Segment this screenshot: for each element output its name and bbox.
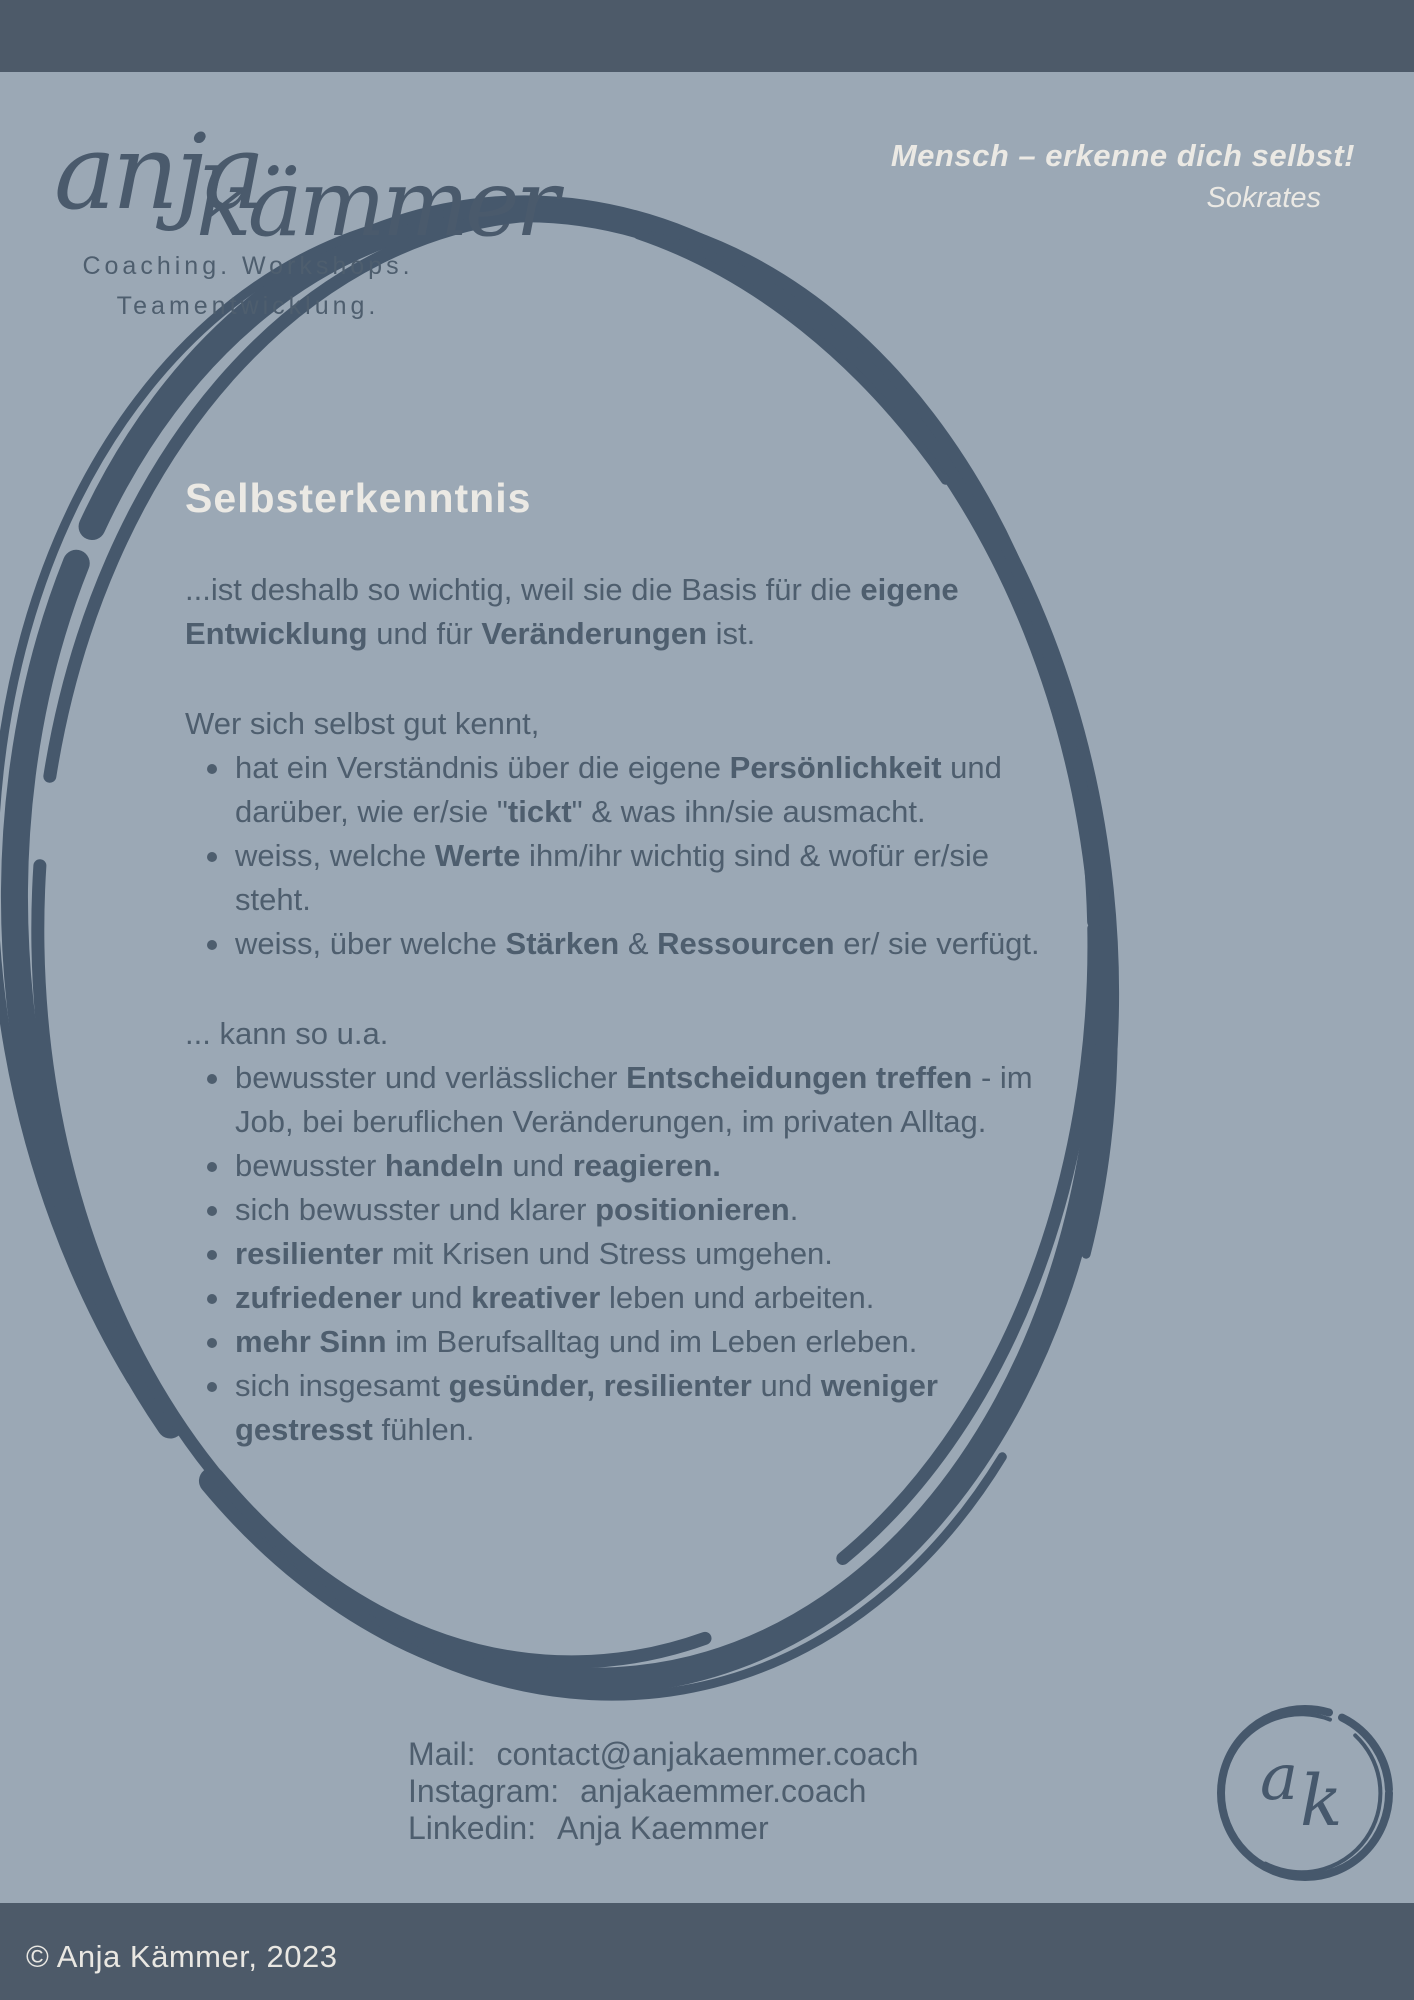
kann-list: [185, 1056, 1041, 1452]
tagline-line-1: Coaching. Workshops.: [82, 252, 414, 280]
monogram-letter-a: a: [1260, 1741, 1299, 1815]
kann-list-label: ... kann so u.a.: [185, 1016, 389, 1051]
mail-label: Mail:: [408, 1736, 476, 1772]
monogram-logo: [1212, 1700, 1398, 1886]
bullet-dot: [207, 1250, 217, 1260]
list-item: [207, 922, 1041, 966]
list-item-text: sich bewusster und klarer positionieren.: [235, 1192, 799, 1227]
list-item: [207, 1188, 1041, 1232]
quote-block: [891, 138, 1355, 215]
list-item: [207, 1320, 1041, 1364]
brand-logo-first-name: anja: [54, 111, 262, 233]
bullet-dot: [207, 852, 217, 862]
linkedin-value: Anja Kaemmer: [556, 1810, 769, 1846]
list-item: [207, 1056, 1041, 1144]
instagram-label: Instagram:: [408, 1773, 560, 1809]
list-item-text: resilienter mit Krisen und Stress umgehen.: [235, 1236, 833, 1271]
quote-text: Mensch – erkenne dich selbst!: [890, 138, 1355, 173]
monogram-letter-k: k: [1300, 1760, 1343, 1842]
contact-mail-line: [408, 1736, 918, 1773]
bullet-dot: [207, 940, 217, 950]
linkedin-label: Linkedin:: [408, 1810, 537, 1846]
brand-tagline: [78, 246, 418, 326]
contact-instagram-line: [408, 1773, 918, 1810]
list-item-text: bewusster und verlässlicher Entscheidungen treffen - im Job, bei beruflichen Veränderungen, im privaten Alltag.: [235, 1060, 1033, 1139]
list-item-text: mehr Sinn im Berufsalltag und im Leben erleben.: [235, 1324, 918, 1359]
list-item: [207, 834, 1041, 922]
list-item-text: hat ein Verständnis über die eigene Persönlichkeit und darüber, wie er/sie "tickt" & was ihn/sie ausmacht.: [235, 750, 1002, 829]
list-item: [207, 746, 1041, 834]
bullet-dot: [207, 1206, 217, 1216]
top-bar: [0, 0, 1414, 72]
list-item: [207, 1144, 1041, 1188]
list-item: [207, 1276, 1041, 1320]
contact-linkedin-line: [408, 1810, 918, 1847]
mail-value: contact@anjakaemmer.coach: [496, 1736, 919, 1772]
instagram-value: anjakaemmer.coach: [580, 1773, 867, 1809]
list-item-text: sich insgesamt gesünder, resilienter und weniger gestresst fühlen.: [235, 1368, 938, 1447]
quote-author: Sokrates: [1206, 182, 1321, 214]
bullet-dot: [207, 1162, 217, 1172]
bullet-dot: [207, 1382, 217, 1392]
contact-block: [408, 1736, 918, 1847]
bullet-dot: [207, 1294, 217, 1304]
list-item: [207, 1232, 1041, 1276]
brand-logo-last-name: kämmer: [196, 150, 556, 257]
copyright-text: © Anja Kämmer, 2023: [26, 1939, 338, 1974]
kennt-list: [185, 746, 1041, 966]
bullet-dot: [207, 1074, 217, 1084]
kennt-list-label: Wer sich selbst gut kennt,: [185, 706, 540, 741]
list-item-text: zufriedener und kreativer leben und arbeiten.: [235, 1280, 875, 1315]
main-content: [185, 476, 1041, 1452]
bullet-dot: [207, 764, 217, 774]
page-title: Selbsterkenntnis: [185, 475, 532, 521]
tagline-line-2: Teamentwicklung.: [116, 292, 380, 320]
list-item-text: bewusster handeln und reagieren.: [235, 1148, 721, 1183]
bullet-dot: [207, 1338, 217, 1348]
list-item-text: weiss, über welche Stärken & Ressourcen er/ sie verfügt.: [235, 926, 1040, 961]
list-item: [207, 1364, 1041, 1452]
intro-paragraph: ...ist deshalb so wichtig, weil sie die Basis für die eigene Entwicklung und für Veränderungen ist.: [185, 572, 959, 651]
list-item-text: weiss, welche Werte ihm/ihr wichtig sind & wofür er/sie steht.: [235, 838, 990, 917]
